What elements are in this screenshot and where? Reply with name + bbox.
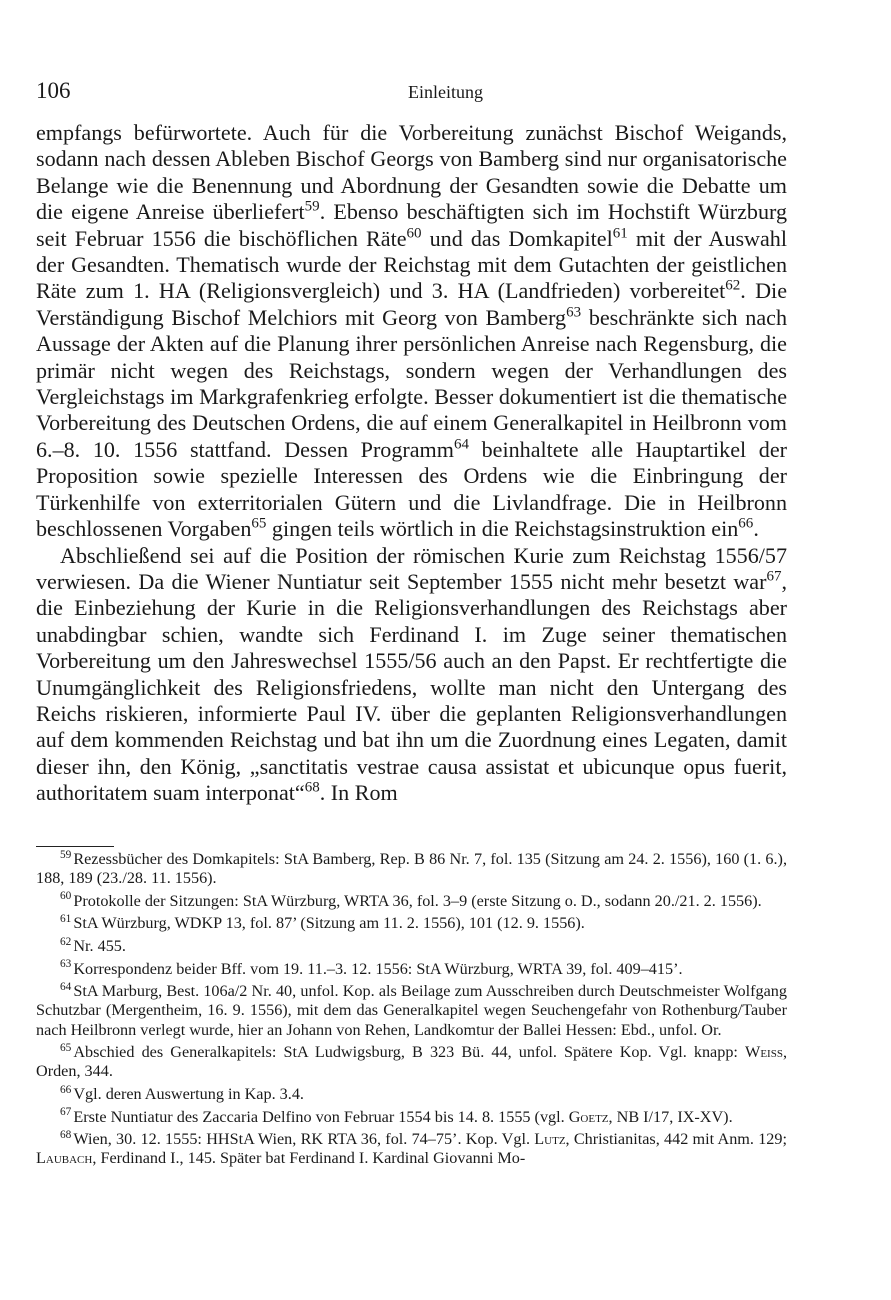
author-name: Weiss bbox=[745, 1043, 783, 1062]
footnote-number: 64 bbox=[60, 980, 72, 993]
running-title: Einleitung bbox=[408, 82, 483, 102]
footnote-number: 67 bbox=[60, 1106, 72, 1119]
footnote-number: 63 bbox=[60, 958, 72, 971]
footnote-62: $^{62}$ Nr. 455. bbox=[60, 935, 126, 955]
footnote-ref-59[interactable]: 59 bbox=[304, 198, 320, 215]
footnotes bbox=[36, 850, 787, 1172]
footnote-64: $^{64}$ StA Marburg, Best. 106a/2 Nr. 40, unfol. Kop. als Beilage zum Ausschreiben durch Deutschmeister Wolfgang Schutzbar (Mergentheim, 16. 9. 1556), mit dem das Generalkapitel wegen Seuchengefahr von Rothenburg/Tauber nach Heilbronn verlegt wurde, hier an Johann von Rehen, Landkomtur der Ballei Hessen: Ebd., unfol. Or. bbox=[36, 980, 787, 1039]
footnote-separator bbox=[36, 846, 114, 847]
footnote-66: $^{66}$ Vgl. deren Auswertung in Kap. 3.4. bbox=[60, 1083, 304, 1103]
footnote-65: $^{65}$ Abschied des Generalkapitels: StA Ludwigsburg, B 323 Bü. 44, unfol. Spätere Kop. Vgl. knapp: Weiss, Orden, 344. bbox=[36, 1041, 787, 1081]
footnote-ref-66[interactable]: 66 bbox=[738, 515, 754, 532]
paragraph-1: empfangs befürwortete. Auch für die Vorbereitung zunächst Bischof Weigands, sodann nach dessen Ableben Bischof Georgs von Bamberg sind nur organisatorische Belange wie die Benennung und Abordnung der Gesandten sowie die Debatte um die eigene Anreise überliefert$^{59}$. Ebenso beschäftigten sich im Hochstift Würzburg seit Februar 1556 die bischöflichen Räte$^{60}$ und das Domkapitel$^{61}$ mit der Auswahl der Gesandten. Thematisch wurde der Reichstag mit dem Gutachten der geistlichen Räte zum 1. HA (Religionsvergleich) und 3. HA (Landfrieden) vorbereitet$^{62}$. Die Verständigung Bischof Melchiors mit Georg von Bamberg$^{63}$ beschränkte sich nach Aussage der Akten auf die Planung ihrer persönlichen Anreise nach Regensburg, die primär nicht wegen des Reichstags, sondern wegen der Verhandlungen des Vergleichstags im Markgrafenkrieg erfolgte. Besser dokumentiert ist die thematische Vorbereitung des Deutschen Ordens, die auf einem Generalkapitel in Heilbronn vom 6.–8. 10. 1556 stattfand. Dessen Programm$^{64}$ beinhaltete alle Hauptartikel der Proposition sowie spezielle Interessen des Ordens wie die Einbringung der Türkenhilfe von exterritorialen Gütern und die Livlandfrage. Die in Heilbronn beschlossenen Vorgaben$^{65}$ gingen teils wörtlich in die Reichstagsinstruktion ein$^{66}$. bbox=[36, 120, 788, 542]
author-name: Laubach bbox=[36, 1149, 93, 1168]
footnote-number: 62 bbox=[60, 935, 72, 948]
footnote-63: $^{63}$ Korrespondenz beider Bff. vom 19. 11.–3. 12. 1556: StA Würzburg, WRTA 39, fol. 409–415’. bbox=[60, 958, 683, 978]
footnote-number: 68 bbox=[60, 1128, 72, 1141]
paragraph-2: Abschließend sei auf die Position der römischen Kurie zum Reichstag 1556/57 verwiesen. Da die Wiener Nuntiatur seit September 1555 nicht mehr besetzt war$^{67}$, die Einbeziehung der Kurie in die Religionsverhandlungen des Reichstags aber unabdingbar schien, wandte sich Ferdinand I. im Zuge seiner thematischen Vorbereitung um den Jahreswechsel 1555/56 auch an den Papst. Er rechtfertigte die Unumgänglichkeit des Religionsfriedens, wollte man nicht den Untergang des Reichs riskieren, informierte Paul IV. über die geplanten Religionsverhandlungen auf dem kommenden Reichstag und bat ihn um die Zuordnung eines Legaten, damit dieser ihn, den König, „sanctitatis vestrae causa assistat et ubicunque opus fuerit, authoritatem suam interponat“$^{68}$. In Rom bbox=[36, 542, 787, 806]
footnote-number: 61 bbox=[60, 913, 72, 925]
page-number: 106 bbox=[36, 78, 71, 103]
author-name: Lutz bbox=[534, 1130, 566, 1149]
footnote-61: $^{61}$ StA Würzburg, WDKP 13, fol. 87’ (Sitzung am 11. 2. 1556), 101 (12. 9. 1556). bbox=[60, 913, 585, 933]
main-text bbox=[36, 120, 787, 807]
page-header bbox=[36, 78, 855, 108]
footnote-ref-61[interactable]: 61 bbox=[612, 225, 628, 242]
footnote-number: 65 bbox=[60, 1041, 72, 1054]
footnote-60: $^{60}$ Protokolle der Sitzungen: StA Würzburg, WRTA 36, fol. 3–9 (erste Sitzung o. D., sodann 20./21. 2. 1556). bbox=[60, 890, 762, 910]
footnote-ref-63[interactable]: 63 bbox=[566, 304, 582, 321]
footnote-ref-64[interactable]: 64 bbox=[453, 436, 469, 453]
footnote-number: 60 bbox=[60, 890, 72, 903]
footnote-number: 66 bbox=[60, 1083, 72, 1096]
footnote-68: $^{68}$ Wien, 30. 12. 1555: HHStA Wien, RK RTA 36, fol. 74–75’. Kop. Vgl. Lutz, Christianitas, 442 mit Anm. 129; Laubach, Ferdinand I., 145. Später bat Ferdinand I. Kardinal Giovanni Mo- bbox=[36, 1128, 787, 1168]
footnote-67: $^{67}$ Erste Nuntiatur des Zaccaria Delfino von Februar 1554 bis 14. 8. 1555 (vgl. Goetz, NB I/17, IX-XV). bbox=[60, 1106, 733, 1126]
footnote-number: 59 bbox=[60, 848, 72, 861]
footnote-ref-62[interactable]: 62 bbox=[725, 278, 741, 295]
footnote-ref-60[interactable]: 60 bbox=[406, 225, 422, 242]
author-name: Goetz bbox=[568, 1107, 609, 1126]
footnote-59: $^{59}$ Rezessbücher des Domkapitels: StA Bamberg, Rep. B 86 Nr. 7, fol. 135 (Sitzung am 24. 2. 1556), 160 (1. 6.), 188, 189 (23./28. 11. 1556). bbox=[36, 848, 787, 888]
footnote-ref-65[interactable]: 65 bbox=[251, 515, 267, 532]
footnote-ref-68[interactable]: 68 bbox=[304, 779, 320, 796]
footnote-ref-67[interactable]: 67 bbox=[766, 568, 782, 585]
